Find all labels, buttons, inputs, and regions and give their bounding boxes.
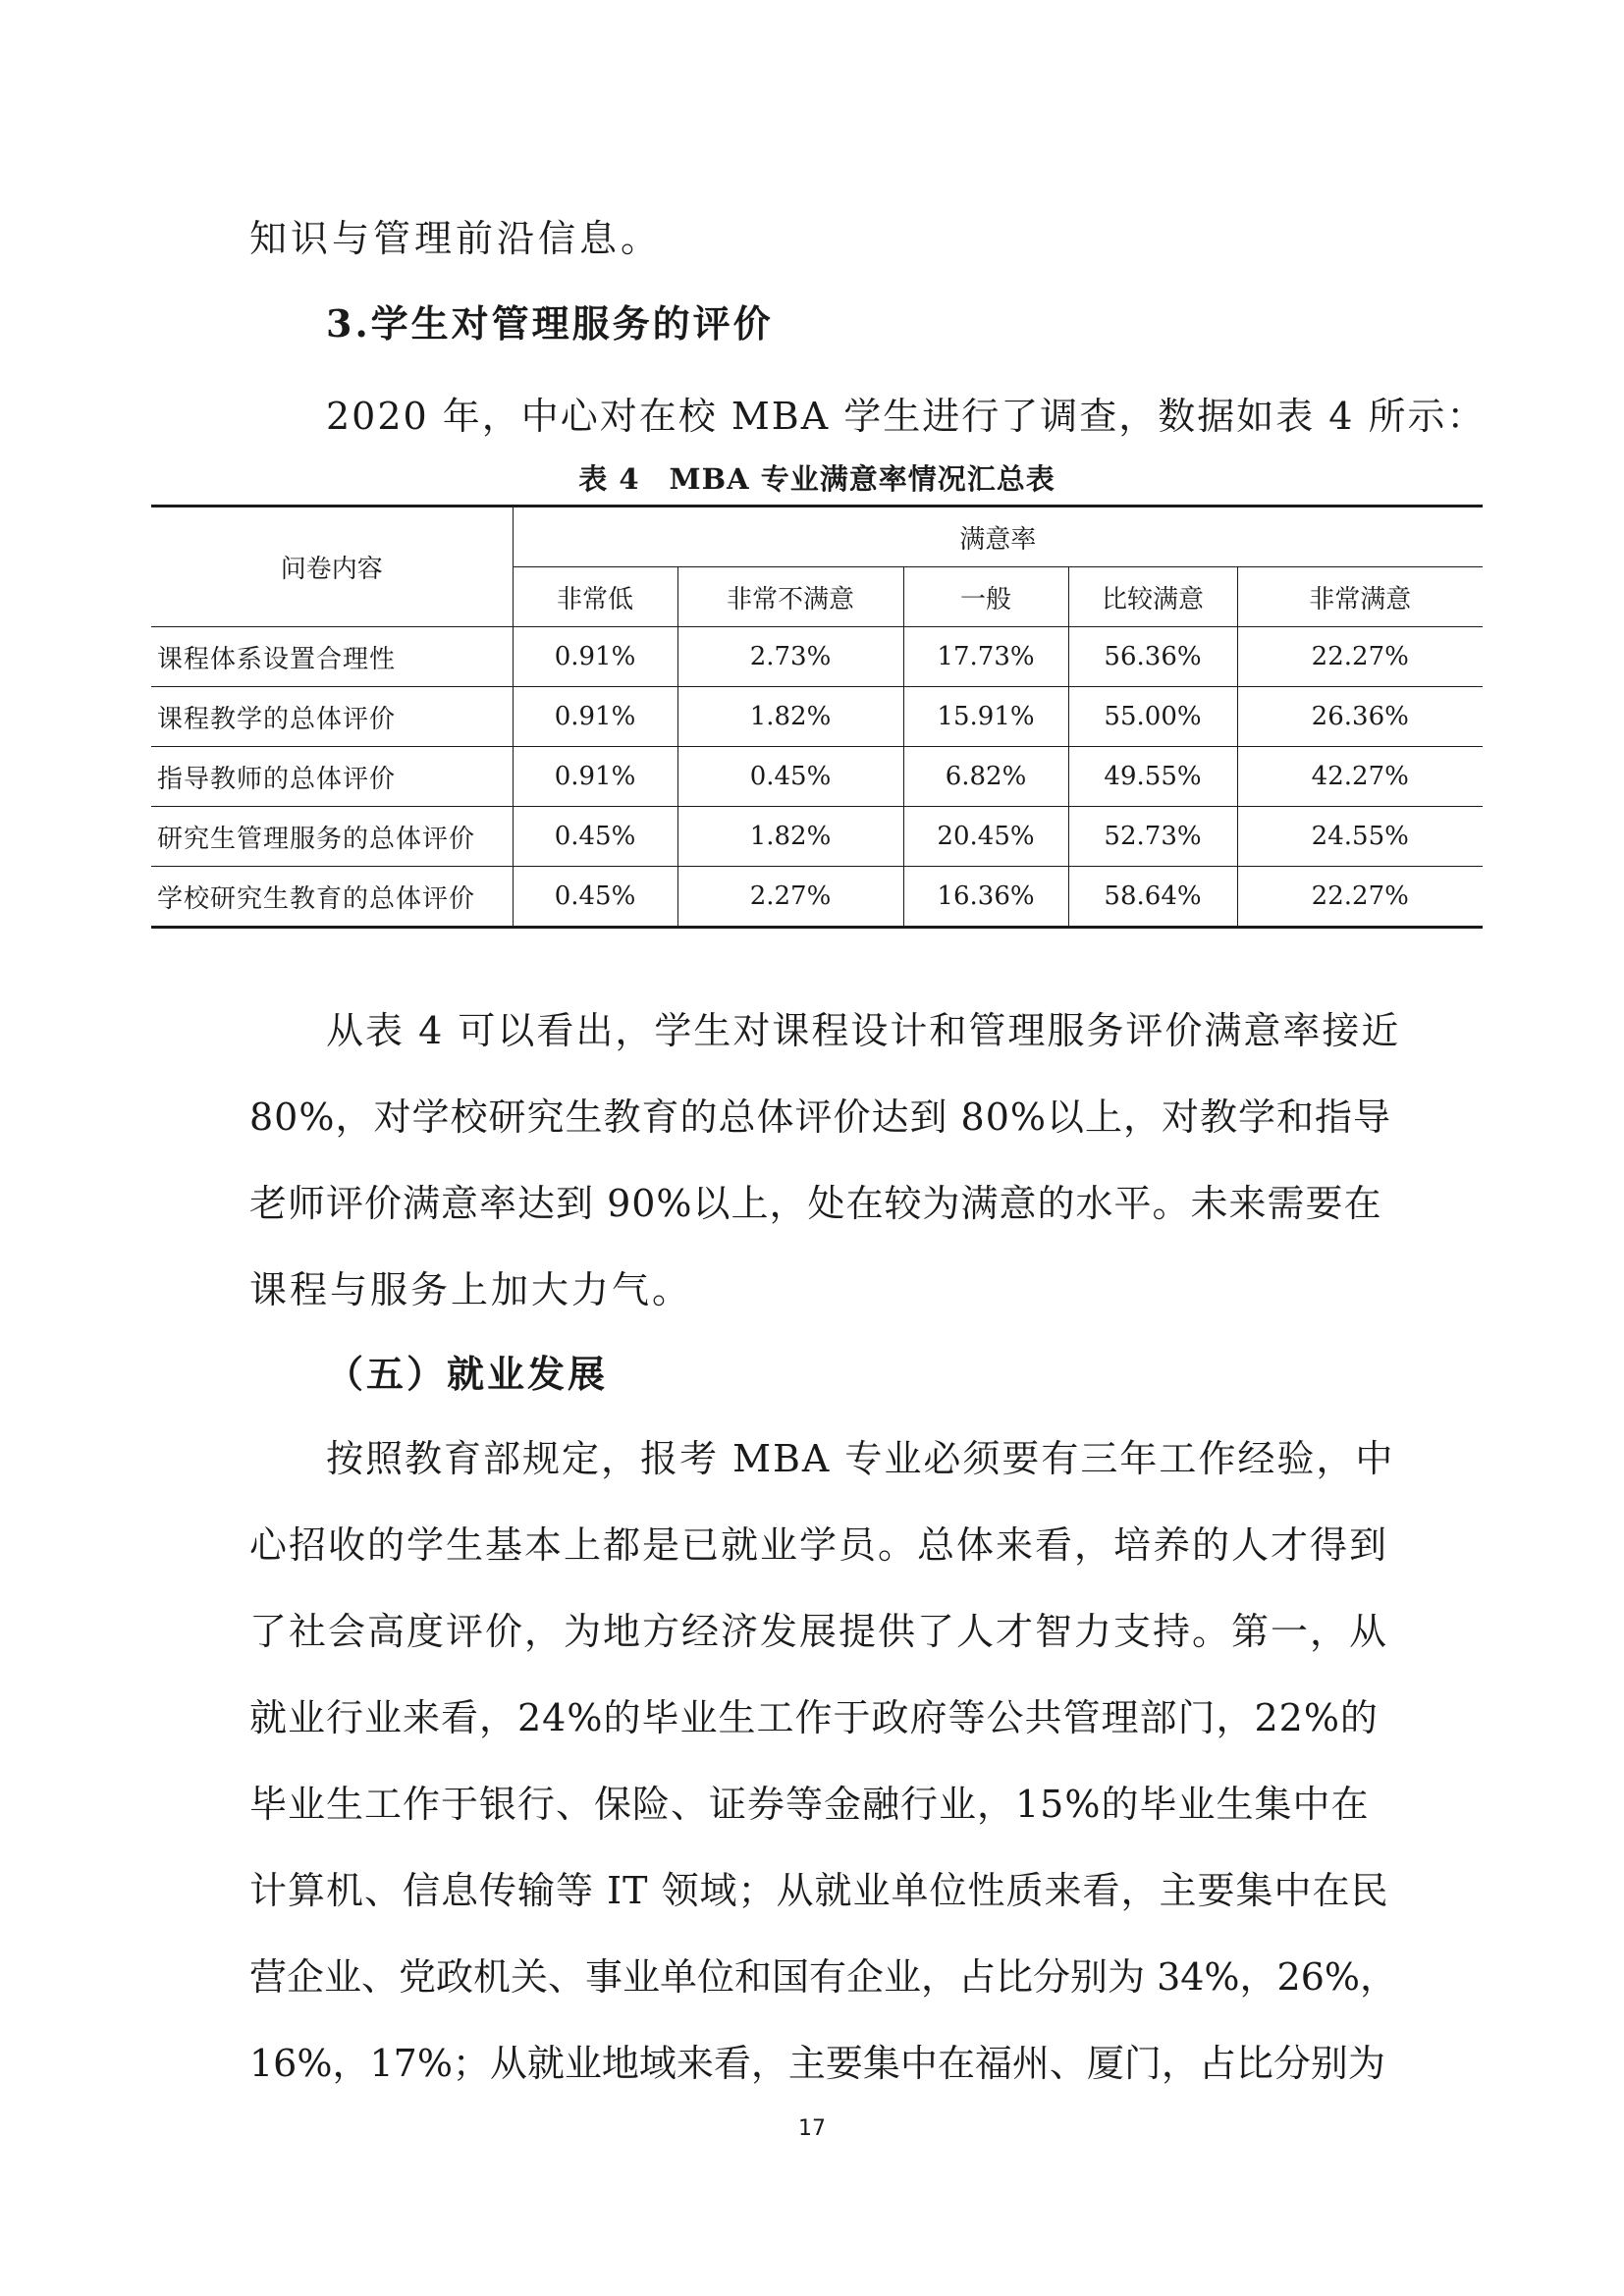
- row-label: 课程体系设置合理性: [151, 627, 513, 687]
- table-cell: 0.45%: [513, 807, 677, 867]
- table-cell: 0.91%: [513, 627, 677, 687]
- table-header-row: [151, 507, 1483, 567]
- table-cell: 49.55%: [1068, 747, 1237, 807]
- subsection-heading: （五）就业发展: [326, 1352, 609, 1396]
- table-cell: 22.27%: [1237, 867, 1483, 928]
- row-label: 学校研究生教育的总体评价: [151, 867, 513, 928]
- paragraph-line: 老师评价满意率达到 90%以上，处在较为满意的水平。未来需要在: [249, 1182, 1382, 1225]
- row-label: 研究生管理服务的总体评价: [151, 807, 513, 867]
- group-header-cell: 满意率: [513, 507, 1483, 567]
- column-header: 非常不满意: [677, 567, 903, 627]
- table-cell: 1.82%: [677, 807, 903, 867]
- table-cell: 26.36%: [1237, 687, 1483, 747]
- paragraph-line: 心招收的学生基本上都是已就业学员。总体来看，培养的人才得到: [249, 1523, 1389, 1567]
- table-cell: 42.27%: [1237, 747, 1483, 807]
- table-row: [151, 747, 1483, 807]
- paragraph-line: 计算机、信息传输等 IT 领域；从就业单位性质来看，主要集中在民: [249, 1869, 1389, 1912]
- table-cell: 24.55%: [1237, 807, 1483, 867]
- table-cell: 0.91%: [513, 747, 677, 807]
- table-cell: 16.36%: [903, 867, 1068, 928]
- satisfaction-table: [151, 505, 1483, 929]
- table-cell: 0.45%: [513, 867, 677, 928]
- paragraph-line: 毕业生工作于银行、保险、证券等金融行业，15%的毕业生集中在: [249, 1783, 1370, 1826]
- table-cell: 0.45%: [677, 747, 903, 807]
- table-cell: 52.73%: [1068, 807, 1237, 867]
- row-label: 课程教学的总体评价: [151, 687, 513, 747]
- table-cell: 6.82%: [903, 747, 1068, 807]
- table-row: [151, 807, 1483, 867]
- paragraph-line: 80%，对学校研究生教育的总体评价达到 80%以上，对教学和指导: [249, 1095, 1392, 1139]
- table-cell: 17.73%: [903, 627, 1068, 687]
- table-cell: 15.91%: [903, 687, 1068, 747]
- table-row: [151, 687, 1483, 747]
- paragraph-line: 了社会高度评价，为地方经济发展提供了人才智力支持。第一，从: [249, 1610, 1389, 1653]
- table-cell: 20.45%: [903, 807, 1068, 867]
- table-cell: 56.36%: [1068, 627, 1237, 687]
- table-cell: 2.73%: [677, 627, 903, 687]
- paragraph-line: 就业行业来看，24%的毕业生工作于政府等公共管理部门，22%的: [249, 1696, 1379, 1739]
- table-cell: 58.64%: [1068, 867, 1237, 928]
- row-label: 指导教师的总体评价: [151, 747, 513, 807]
- table-cell: 1.82%: [677, 687, 903, 747]
- table-caption: 表 4 MBA 专业满意率情况汇总表: [578, 462, 1056, 496]
- paragraph-line: 从表 4 可以看出，学生对课程设计和管理服务评价满意率接近: [326, 1009, 1401, 1052]
- column-header: 一般: [903, 567, 1068, 627]
- table-cell: 22.27%: [1237, 627, 1483, 687]
- table-row: [151, 627, 1483, 687]
- survey-intro: 2020 年，中心对在校 MBA 学生进行了调查，数据如表 4 所示：: [326, 395, 1487, 438]
- paragraph-line: 按照教育部规定，报考 MBA 专业必须要有三年工作经验，中: [326, 1437, 1395, 1480]
- table-cell: 2.27%: [677, 867, 903, 928]
- table-cell: 55.00%: [1068, 687, 1237, 747]
- paragraph-line: 营企业、党政机关、事业单位和国有企业，占比分别为 34%，26%，: [249, 1955, 1398, 1999]
- table-cell: 0.91%: [513, 687, 677, 747]
- page-number: 17: [798, 2116, 826, 2141]
- row-header-cell: 问卷内容: [151, 507, 513, 627]
- column-header: 非常低: [513, 567, 677, 627]
- paragraph-line: 知识与管理前沿信息。: [249, 217, 663, 260]
- table-row: [151, 867, 1483, 928]
- column-header: 非常满意: [1237, 567, 1483, 627]
- paragraph-line: 16%，17%；从就业地域来看，主要集中在福州、厦门，占比分别为: [249, 2042, 1385, 2085]
- paragraph-line: 课程与服务上加大力气。: [249, 1268, 693, 1311]
- column-header: 比较满意: [1068, 567, 1237, 627]
- section-heading: 3.学生对管理服务的评价: [326, 301, 774, 346]
